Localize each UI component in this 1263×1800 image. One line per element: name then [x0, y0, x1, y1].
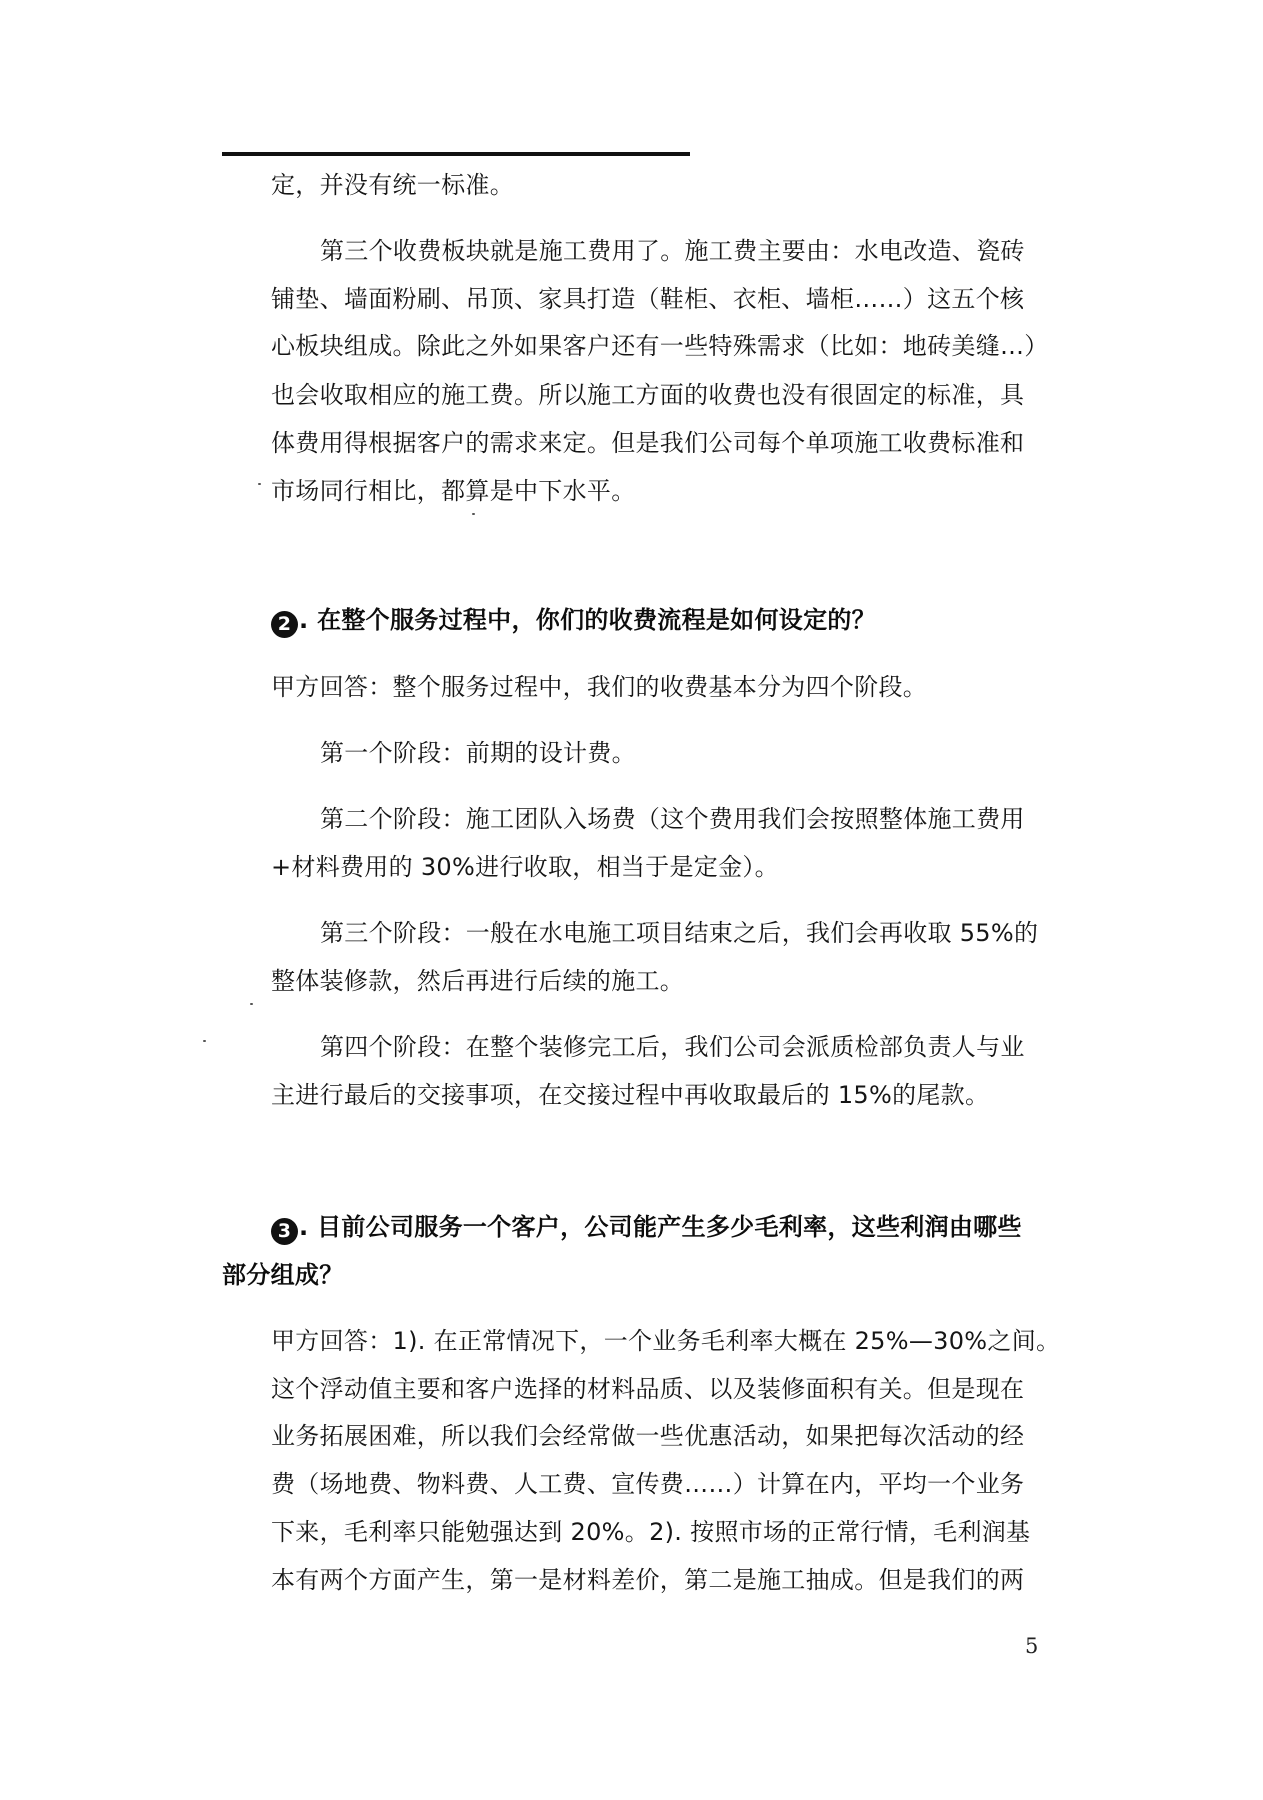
stage-4-line: 主进行最后的交接事项，在交接过程中再收取最后的 15%的尾款。 — [271, 1081, 990, 1109]
fees-paragraph-line: 也会收取相应的施工费。所以施工方面的收费也没有很固定的标准，具 — [271, 381, 1025, 409]
question-3-heading-continuation: 部分组成？ — [222, 1261, 344, 1289]
question-number-badge: 2 — [271, 611, 298, 638]
scan-speck — [472, 513, 475, 515]
fees-paragraph-line: 体费用得根据客户的需求来定。但是我们公司每个单项施工收费标准和 — [271, 429, 1025, 457]
answer-paragraph-line: 费（场地费、物料费、人工费、宣传费……）计算在内，平均一个业务 — [271, 1470, 1025, 1498]
page-number: 5 — [1025, 1634, 1039, 1658]
stage-4-line: 第四个阶段：在整个装修完工后，我们公司会派质检部负责人与业 — [320, 1033, 1025, 1061]
question-2-heading — [271, 605, 876, 638]
fees-paragraph-line: 第三个收费板块就是施工费用了。施工费主要由：水电改造、瓷砖 — [320, 237, 1025, 265]
question-3-text: . 目前公司服务一个客户，公司能产生多少毛利率，这些利润由哪些 — [299, 1213, 1022, 1241]
scan-speck — [258, 483, 261, 485]
answer-paragraph-line: 这个浮动值主要和客户选择的材料品质、以及装修面积有关。但是现在 — [271, 1375, 1025, 1403]
answer-intro: 甲方回答：整个服务过程中，我们的收费基本分为四个阶段。 — [271, 673, 928, 701]
stage-1-line: 第一个阶段：前期的设计费。 — [320, 739, 636, 767]
stage-2-line: +材料费用的 30%进行收取，相当于是定金）。 — [271, 853, 779, 881]
fees-paragraph-line: 铺垫、墙面粉刷、吊顶、家具打造（鞋柜、衣柜、墙柜……）这五个核 — [271, 285, 1025, 313]
question-2-text: . 在整个服务过程中，你们的收费流程是如何设定的？ — [299, 606, 876, 634]
answer-paragraph-line: 甲方回答：1). 在正常情况下，一个业务毛利率大概在 25%—30%之间。 — [271, 1327, 1061, 1355]
stage-3-line: 整体装修款，然后再进行后续的施工。 — [271, 967, 685, 995]
fees-paragraph-line: 心板块组成。除此之外如果客户还有一些特殊需求（比如：地砖美缝…） — [271, 332, 1049, 360]
intro-line: 定，并没有统一标准。 — [271, 171, 514, 199]
scan-speck — [250, 1003, 253, 1005]
stage-2-line: 第二个阶段：施工团队入场费（这个费用我们会按照整体施工费用 — [320, 805, 1025, 833]
top-rule-divider — [222, 152, 690, 156]
answer-paragraph-line: 下来，毛利率只能勉强达到 20%。2). 按照市场的正常行情，毛利润基 — [271, 1518, 1031, 1546]
question-number-badge: 3 — [271, 1218, 298, 1245]
stage-3-line: 第三个阶段：一般在水电施工项目结束之后，我们会再收取 55%的 — [320, 919, 1039, 947]
answer-paragraph-line: 本有两个方面产生，第一是材料差价，第二是施工抽成。但是我们的两 — [271, 1566, 1025, 1594]
fees-paragraph-line: 市场同行相比，都算是中下水平。 — [271, 477, 636, 505]
answer-paragraph-line: 业务拓展困难，所以我们会经常做一些优惠活动，如果把每次活动的经 — [271, 1422, 1025, 1450]
scan-speck — [203, 1040, 206, 1042]
question-3-heading — [271, 1212, 1022, 1245]
